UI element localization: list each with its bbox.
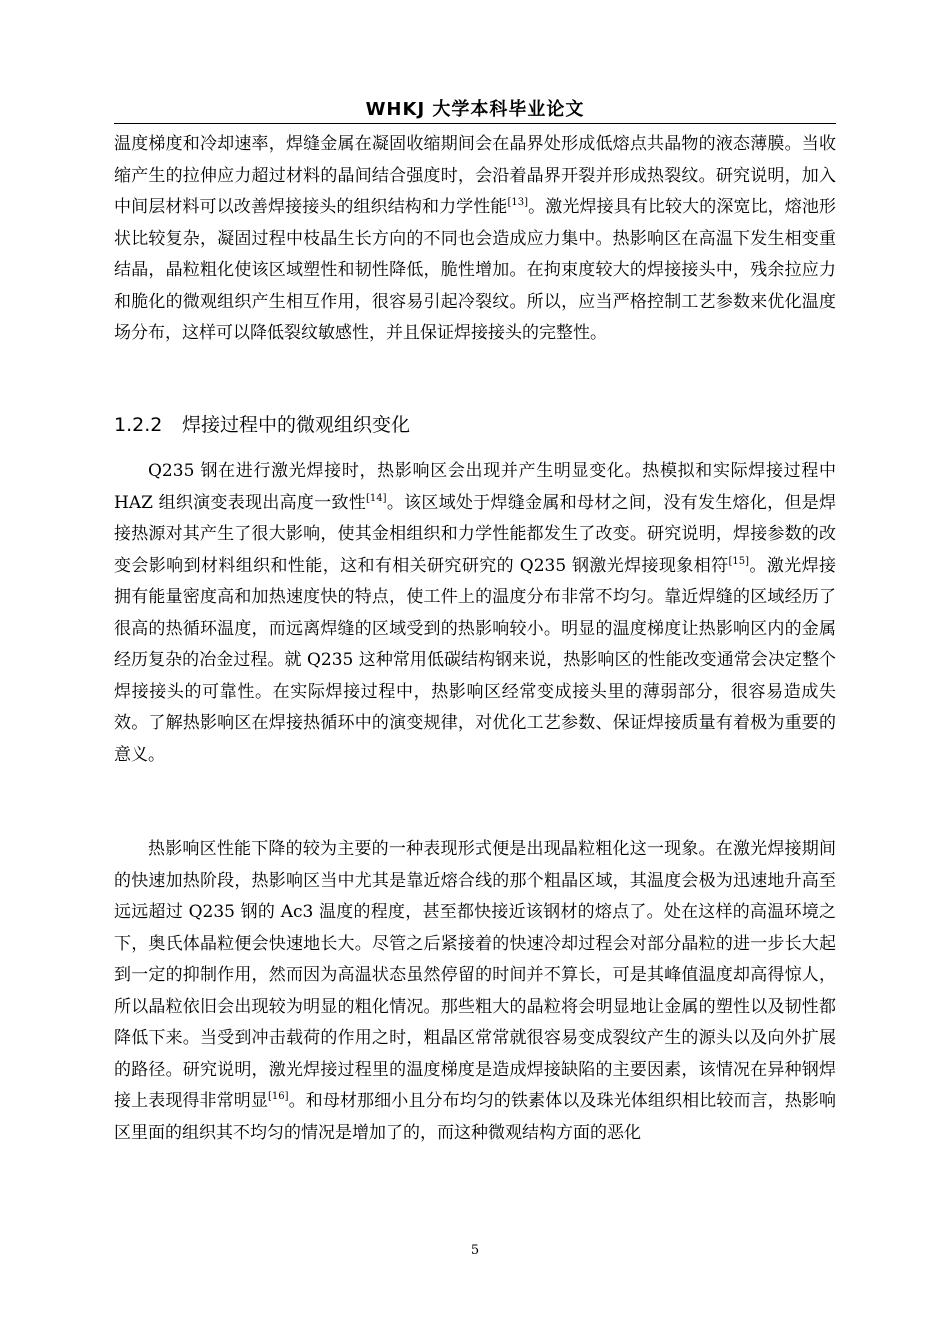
paragraph-2 [114,456,836,771]
citation-14: [14] [366,492,387,504]
section-heading [114,410,410,437]
paragraph-1-text-a: 温度梯度和冷却速率，焊缝金属在凝固收缩期间会在晶界处形成低熔点共晶物的液态薄膜。当收缩产生的拉伸应力超过材料的晶间结合强度时，会沿着晶界开裂并形成热裂纹。研究说明，加入中间层材料可以改善焊接接头的组织结构和力学性能 [114,134,836,217]
page-number: 5 [470,1243,480,1258]
paragraph-3 [114,834,836,1149]
citation-13: [13] [507,197,529,208]
paragraph-3-text-b: 。和母材那细小且分布均匀的铁素体以及珠光体组织相比较而言，热影响区里面的组织其不均匀的情况是增加了的，而这种微观结构方面的恶化 [114,1091,837,1143]
citation-15: [15] [728,555,750,567]
running-header: WHKJ 大学本科毕业论文 [365,99,585,120]
section-title: 焊接过程中的微观组织变化 [182,414,411,436]
paragraph-2-text-c: 。激光焊接拥有能量密度高和加热速度快的特点，使工件上的温度分布非常不均匀。靠近焊缝的区域经历了很高的热循环温度，而远离焊缝的区域受到的热影响较小。明显的温度梯度让热影响区内的金属经历复杂的冶金过程。就 Q235 这种常用低碳结构钢来说，热影响区的性能改变通常会决定整个焊接接头的可靠性。在实际焊接过程中，热影响区经常变成接头里的薄弱部分，很容易造成失效。了解热影响区在焊接热循环中的演变规律，对优化工艺参数、保证焊接质量有着极为重要的意义。 [114,555,836,765]
paragraph-2-text-b: 。该区域处于焊缝金属和母材之间，没有发生熔化，但是焊接热源对其产生了很大影响，使其金相组织和力学性能都发生了改变。研究说明，焊接参数的改变会影响到材料组织和性能，这和有相关研究研究的 Q235 钢激光焊接现象相符 [114,492,836,576]
citation-16: [16] [267,1091,289,1102]
paragraph-2-text-a: Q235 钢在进行激光焊接时，热影响区会出现并产生明显变化。热模拟和实际焊接过程中 HAZ 组织演变表现出高度一致性 [114,461,836,513]
paragraph-1 [114,129,836,350]
header-rule [114,123,836,124]
section-number: 1.2.2 [114,414,163,436]
paragraph-1-text-b: 。激光焊接具有比较大的深宽比，熔池形状比较复杂，凝固过程中枝晶生长方向的不同也会造成应力集中。热影响区在高温下发生相变重结晶，晶粒粗化使该区域塑性和韧性降低，脆性增加。在拘束度较大的焊接接头中，残余拉应力和脆化的微观组织产生相互作用，很容易引起冷裂纹。所以，应当严格控制工艺参数来优化温度场分布，这样可以降低裂纹敏感性，并且保证焊接接头的完整性。 [114,197,837,343]
paragraph-3-text-a: 热影响区性能下降的较为主要的一种表现形式便是出现晶粒粗化这一现象。在激光焊接期间的快速加热阶段，热影响区当中尤其是靠近熔合线的那个粗晶区域，其温度会极为迅速地升高至远远超过 Q235 钢的 Ac3 温度的程度，甚至都快接近该钢材的熔点了。处在这样的高温环境之下，奥氏体晶粒便会快速地长大。尽管之后紧接着的快速冷却过程会对部分晶粒的进一步长大起到一定的抑制作用，然而因为高温状态虽然停留的时间并不算长，可是其峰值温度却高得惊人，所以晶粒依旧会出现较为明显的粗化情况。那些粗大的晶粒将会明显地让金属的塑性以及韧性都降低下来。当受到冲击载荷的作用之时，粗晶区常常就很容易变成裂纹产生的源头以及向外扩展的路径。研究说明，激光焊接过程里的温度梯度是造成焊接缺陷的主要因素，该情况在异种钢焊接上表现得非常明显 [114,839,836,1111]
